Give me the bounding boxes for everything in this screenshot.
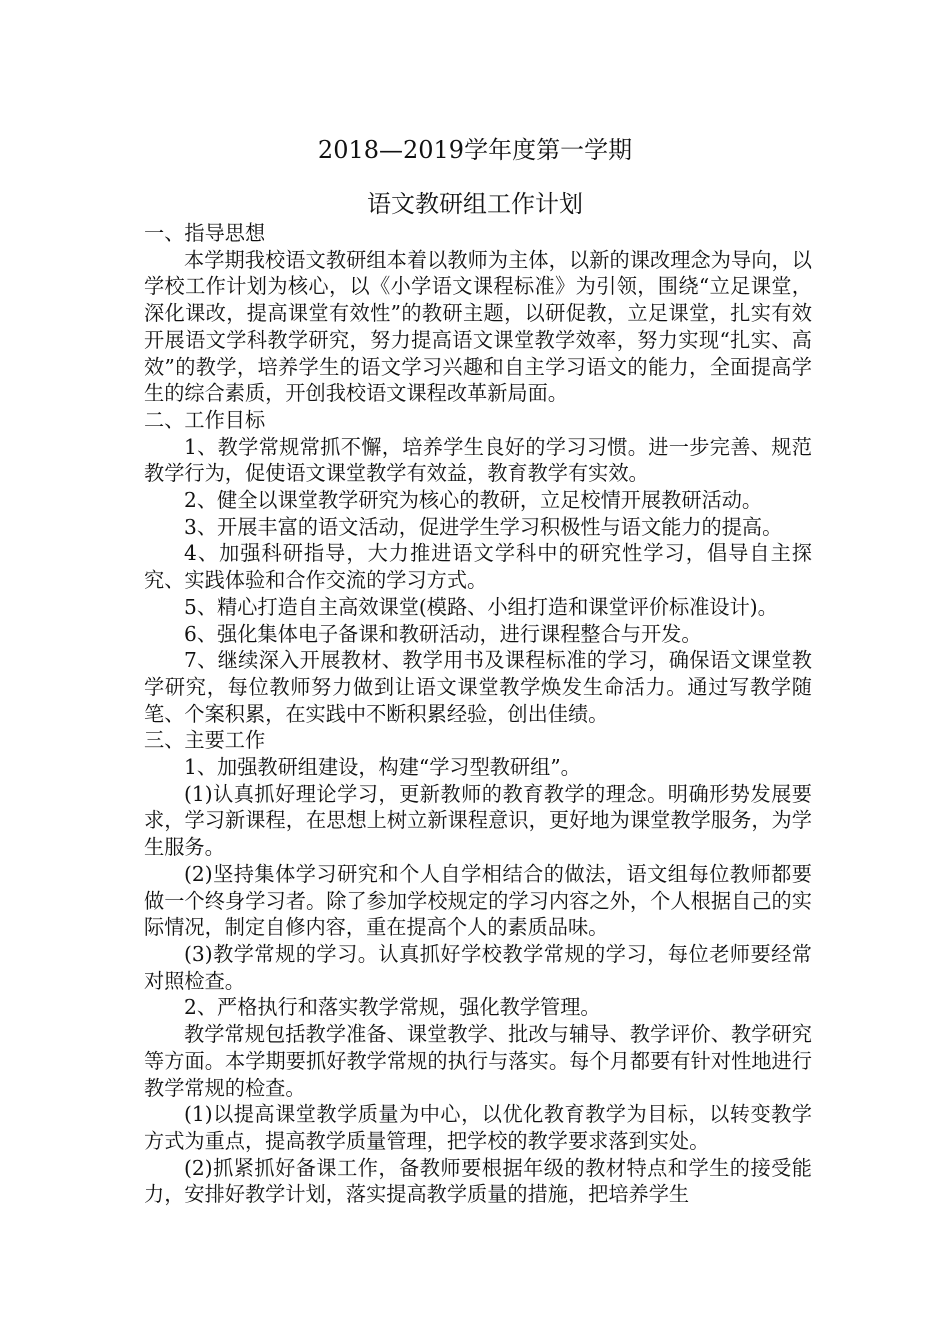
- document-body: [144, 220, 812, 1208]
- section-heading: 二、工作目标: [144, 407, 266, 432]
- paragraph: 教学常规包括教学准备、课堂教学、批改与辅导、教学评价、教学研究等方面。本学期要抓好教学常规的执行与落实。每个月都要有针对性地进行教学常规的检查。: [144, 1022, 812, 1100]
- paragraph: (3)教学常规的学习。认真抓好学校教学常规的学习，每位老师要经常对照检查。: [144, 941, 812, 993]
- section-heading: 三、主要工作: [144, 728, 266, 753]
- paragraph: 6、强化集体电子备课和教研活动，进行课程整合与开发。: [184, 621, 702, 646]
- paragraph: (2)抓紧抓好备课工作，备教师要根据年级的教材特点和学生的接受能力，安排好教学计划，落实提高教学质量的措施，把培养学生: [144, 1155, 812, 1207]
- section-heading: 一、指导思想: [144, 221, 266, 245]
- paragraph: 本学期我校语文教研组本着以教师为主体，以新的课改理念为导向，以学校工作计划为核心，以《小学语文课程标准》为引领，围绕“立足课堂，深化课改，提高课堂有效性”的教研主题，以研促教，立足课堂，扎实有效开展语文学科教学研究，努力提高语文课堂教学效率，努力实现“扎实、高效”的教学，培养学生的语文学习兴趣和自主学习语文的能力，全面提高学生的综合素质，开创我校语文课程改革新局面。: [144, 247, 812, 406]
- paragraph: (1)以提高课堂教学质量为中心，以优化教育教学为目标，以转变教学方式为重点，提高教学质量管理，把学校的教学要求落到实处。: [144, 1102, 812, 1153]
- paragraph: 5、精心打造自主高效课堂(模路、小组打造和课堂评价标准设计)。: [184, 594, 778, 619]
- paragraph: 1、加强教研组建设，构建“学习型教研组”。: [184, 755, 581, 780]
- paragraph: 2、严格执行和落实教学常规，强化教学管理。: [184, 995, 601, 1020]
- document-title: 2018—2019学年度第一学期: [317, 136, 633, 164]
- paragraph: 1、教学常规常抓不懈，培养学生良好的学习习惯。进一步完善、规范教学行为，促使语文课堂教学有效益，教育教学有实效。: [144, 434, 812, 486]
- paragraph: 3、开展丰富的语文活动，促进学生学习积极性与语文能力的提高。: [184, 514, 783, 539]
- document-subtitle: 语文教研组工作计划: [367, 190, 583, 218]
- paragraph: (1)认真抓好理论学习，更新教师的教育教学的理念。明确形势发展要求，学习新课程，在思想上树立新课程意识，更好地为课堂教学服务，为学生服务。: [144, 781, 812, 860]
- paragraph: (2)坚持集体学习研究和个人自学相结合的做法，语文组每位教师都要做一个终身学习者。除了参加学校规定的学习内容之外，个人根据自己的实际情况，制定自修内容，重在提高个人的素质品味。: [144, 861, 812, 940]
- paragraph: 4、加强科研指导，大力推进语文学科中的研究性学习，倡导自主探究、实践体验和合作交流的学习方式。: [144, 541, 812, 593]
- paragraph: 7、继续深入开展教材、教学用书及课程标准的学习，确保语文课堂教学研究，每位教师努力做到让语文课堂教学焕发生命活力。通过写教学随笔、个案积累，在实践中不断积累经验，创出佳绩。: [144, 648, 812, 726]
- paragraph: 2、健全以课堂教学研究为核心的教研，立足校情开展教研活动。: [184, 488, 763, 513]
